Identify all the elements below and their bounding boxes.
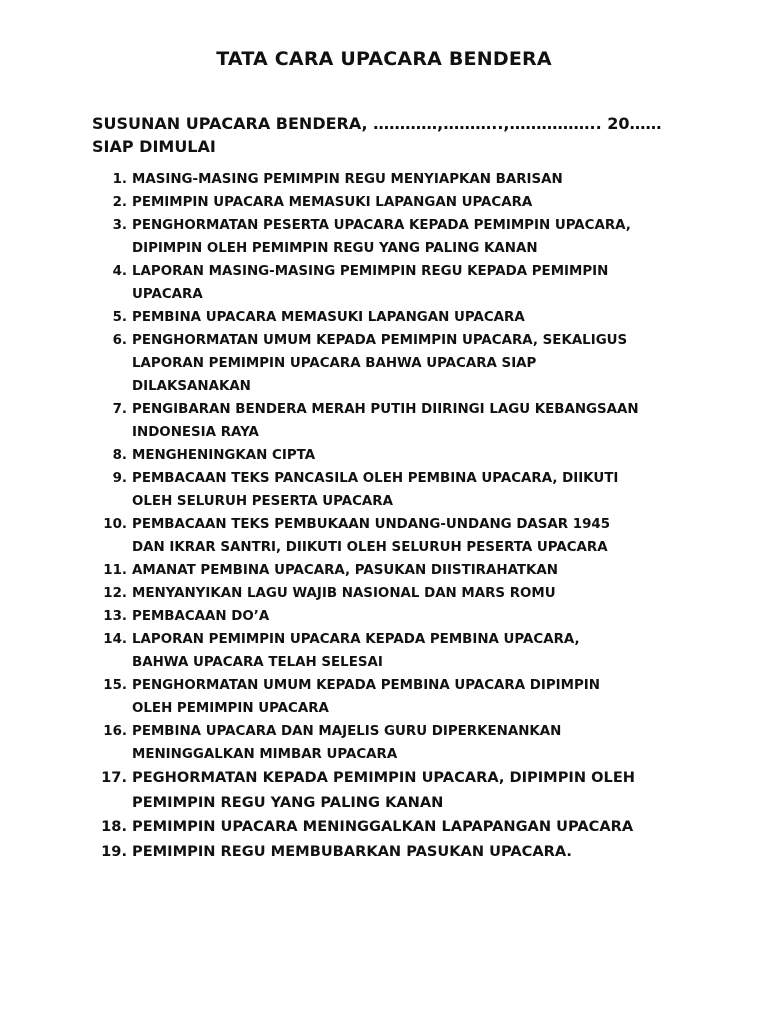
- step-text-line: MENINGGALKAN MIMBAR UPACARA: [132, 747, 398, 762]
- ceremony-step: [92, 260, 692, 306]
- step-number: 18.: [101, 818, 127, 835]
- step-text: [132, 398, 692, 444]
- step-number: 6.: [112, 333, 127, 348]
- step-text-line: PEMBINA UPACARA MEMASUKI LAPANGAN UPACARA: [132, 310, 525, 325]
- step-number: 14.: [103, 632, 127, 647]
- step-text-line: MENGHENINGKAN CIPTA: [132, 448, 316, 463]
- step-number: 3.: [112, 218, 127, 233]
- step-text: [132, 815, 692, 840]
- step-text-line: OLEH SELURUH PESERTA UPACARA: [132, 494, 393, 509]
- step-text: [132, 306, 692, 329]
- step-text: [132, 605, 692, 628]
- step-text: [132, 260, 692, 306]
- step-text-line: PEMBACAAN TEKS PANCASILA OLEH PEMBINA UPACARA, DIIKUTI: [132, 471, 619, 486]
- step-text: [132, 766, 692, 815]
- ceremony-step: [92, 605, 692, 628]
- step-text-line: LAPORAN MASING-MASING PEMIMPIN REGU KEPADA PEMIMPIN: [132, 264, 609, 279]
- step-text-line: PENGHORMATAN PESERTA UPACARA KEPADA PEMIMPIN UPACARA,: [132, 218, 631, 233]
- step-text: [132, 214, 692, 260]
- step-text-line: PENGIBARAN BENDERA MERAH PUTIH DIIRINGI LAGU KEBANGSAAN: [132, 402, 639, 417]
- step-text-line: PEMIMPIN UPACARA MEMASUKI LAPANGAN UPACARA: [132, 195, 533, 210]
- step-text: [132, 191, 692, 214]
- ceremony-step: [92, 513, 692, 559]
- subtitle-line: SIAP DIMULAI: [92, 137, 216, 156]
- step-number: 13.: [103, 609, 127, 624]
- ceremony-step: [92, 582, 692, 605]
- step-number: 15.: [103, 678, 127, 693]
- step-text-line: PEMIMPIN REGU YANG PALING KANAN: [132, 793, 444, 811]
- step-text-line: PEMBACAAN DO’A: [132, 609, 270, 624]
- ceremony-step: [92, 306, 692, 329]
- ceremony-step: [92, 214, 692, 260]
- ceremony-step: [92, 329, 692, 398]
- ceremony-steps-list: [92, 168, 692, 864]
- step-number: 10.: [103, 517, 127, 532]
- step-text-line: MASING-MASING PEMIMPIN REGU MENYIAPKAN BARISAN: [132, 172, 563, 187]
- step-number: 4.: [112, 264, 127, 279]
- step-text: [132, 840, 692, 865]
- step-text-line: MENYANYIKAN LAGU WAJIB NASIONAL DAN MARS ROMU: [132, 586, 556, 601]
- ceremony-step: [92, 467, 692, 513]
- step-text: [132, 720, 692, 766]
- step-text: [132, 674, 692, 720]
- step-text-line: BAHWA UPACARA TELAH SELESAI: [132, 655, 383, 670]
- step-text-line: OLEH PEMIMPIN UPACARA: [132, 701, 329, 716]
- step-text-line: PEMBINA UPACARA DAN MAJELIS GURU DIPERKENANKAN: [132, 724, 562, 739]
- step-text: [132, 582, 692, 605]
- step-number: 7.: [112, 402, 127, 417]
- step-text-line: DILAKSANAKAN: [132, 379, 251, 394]
- ceremony-step: [92, 191, 692, 214]
- step-text-line: PENGHORMATAN UMUM KEPADA PEMIMPIN UPACARA, SEKALIGUS: [132, 333, 628, 348]
- step-text-line: PENGHORMATAN UMUM KEPADA PEMBINA UPACARA DIPIMPIN: [132, 678, 600, 693]
- step-number: 11.: [103, 563, 127, 578]
- step-number: 19.: [101, 842, 127, 860]
- step-text: [132, 168, 692, 191]
- step-text-line: PEGHORMATAN KEPADA PEMIMPIN UPACARA, DIPIMPIN OLEH: [132, 769, 636, 786]
- ceremony-step: [92, 559, 692, 582]
- ceremony-step: [92, 444, 692, 467]
- document-subtitle: [92, 112, 712, 158]
- step-text-line: DAN IKRAR SANTRI, DIIKUTI OLEH SELURUH PESERTA UPACARA: [132, 540, 608, 555]
- step-text: [132, 444, 692, 467]
- step-text: [132, 628, 692, 674]
- ceremony-step: [92, 168, 692, 191]
- subtitle-line: SUSUNAN UPACARA BENDERA, …………,………..,…………….. 20……: [92, 114, 662, 133]
- ceremony-step: [92, 840, 692, 865]
- step-text-line: AMANAT PEMBINA UPACARA, PASUKAN DIISTIRAHATKAN: [132, 563, 558, 578]
- step-number: 1.: [112, 172, 127, 187]
- step-text-line: PEMBACAAN TEKS PEMBUKAAN UNDANG-UNDANG DASAR 1945: [132, 517, 611, 532]
- step-text-line: PEMIMPIN REGU MEMBUBARKAN PASUKAN UPACARA.: [132, 842, 572, 860]
- step-text-line: UPACARA: [132, 287, 203, 302]
- step-text: [132, 467, 692, 513]
- step-text-line: LAPORAN PEMIMPIN UPACARA KEPADA PEMBINA UPACARA,: [132, 632, 580, 647]
- step-text: [132, 513, 692, 559]
- ceremony-step: [92, 674, 692, 720]
- ceremony-step: [92, 815, 692, 840]
- step-number: 17.: [101, 769, 127, 786]
- step-text-line: DIPIMPIN OLEH PEMIMPIN REGU YANG PALING KANAN: [132, 241, 538, 256]
- ceremony-step: [92, 398, 692, 444]
- ceremony-step: [92, 628, 692, 674]
- step-text: [132, 559, 692, 582]
- document-title: TATA CARA UPACARA BENDERA: [216, 48, 552, 70]
- step-text-line: PEMIMPIN UPACARA MENINGGALKAN LAPAPANGAN UPACARA: [132, 818, 634, 835]
- ceremony-step: [92, 720, 692, 766]
- step-text-line: LAPORAN PEMIMPIN UPACARA BAHWA UPACARA SIAP: [132, 356, 537, 371]
- step-text-line: INDONESIA RAYA: [132, 425, 259, 440]
- step-number: 8.: [112, 448, 127, 463]
- step-number: 12.: [103, 586, 127, 601]
- step-number: 16.: [103, 724, 127, 739]
- step-number: 2.: [112, 195, 127, 210]
- step-text: [132, 329, 692, 398]
- ceremony-step: [92, 766, 692, 815]
- step-number: 5.: [112, 310, 127, 325]
- step-number: 9.: [112, 471, 127, 486]
